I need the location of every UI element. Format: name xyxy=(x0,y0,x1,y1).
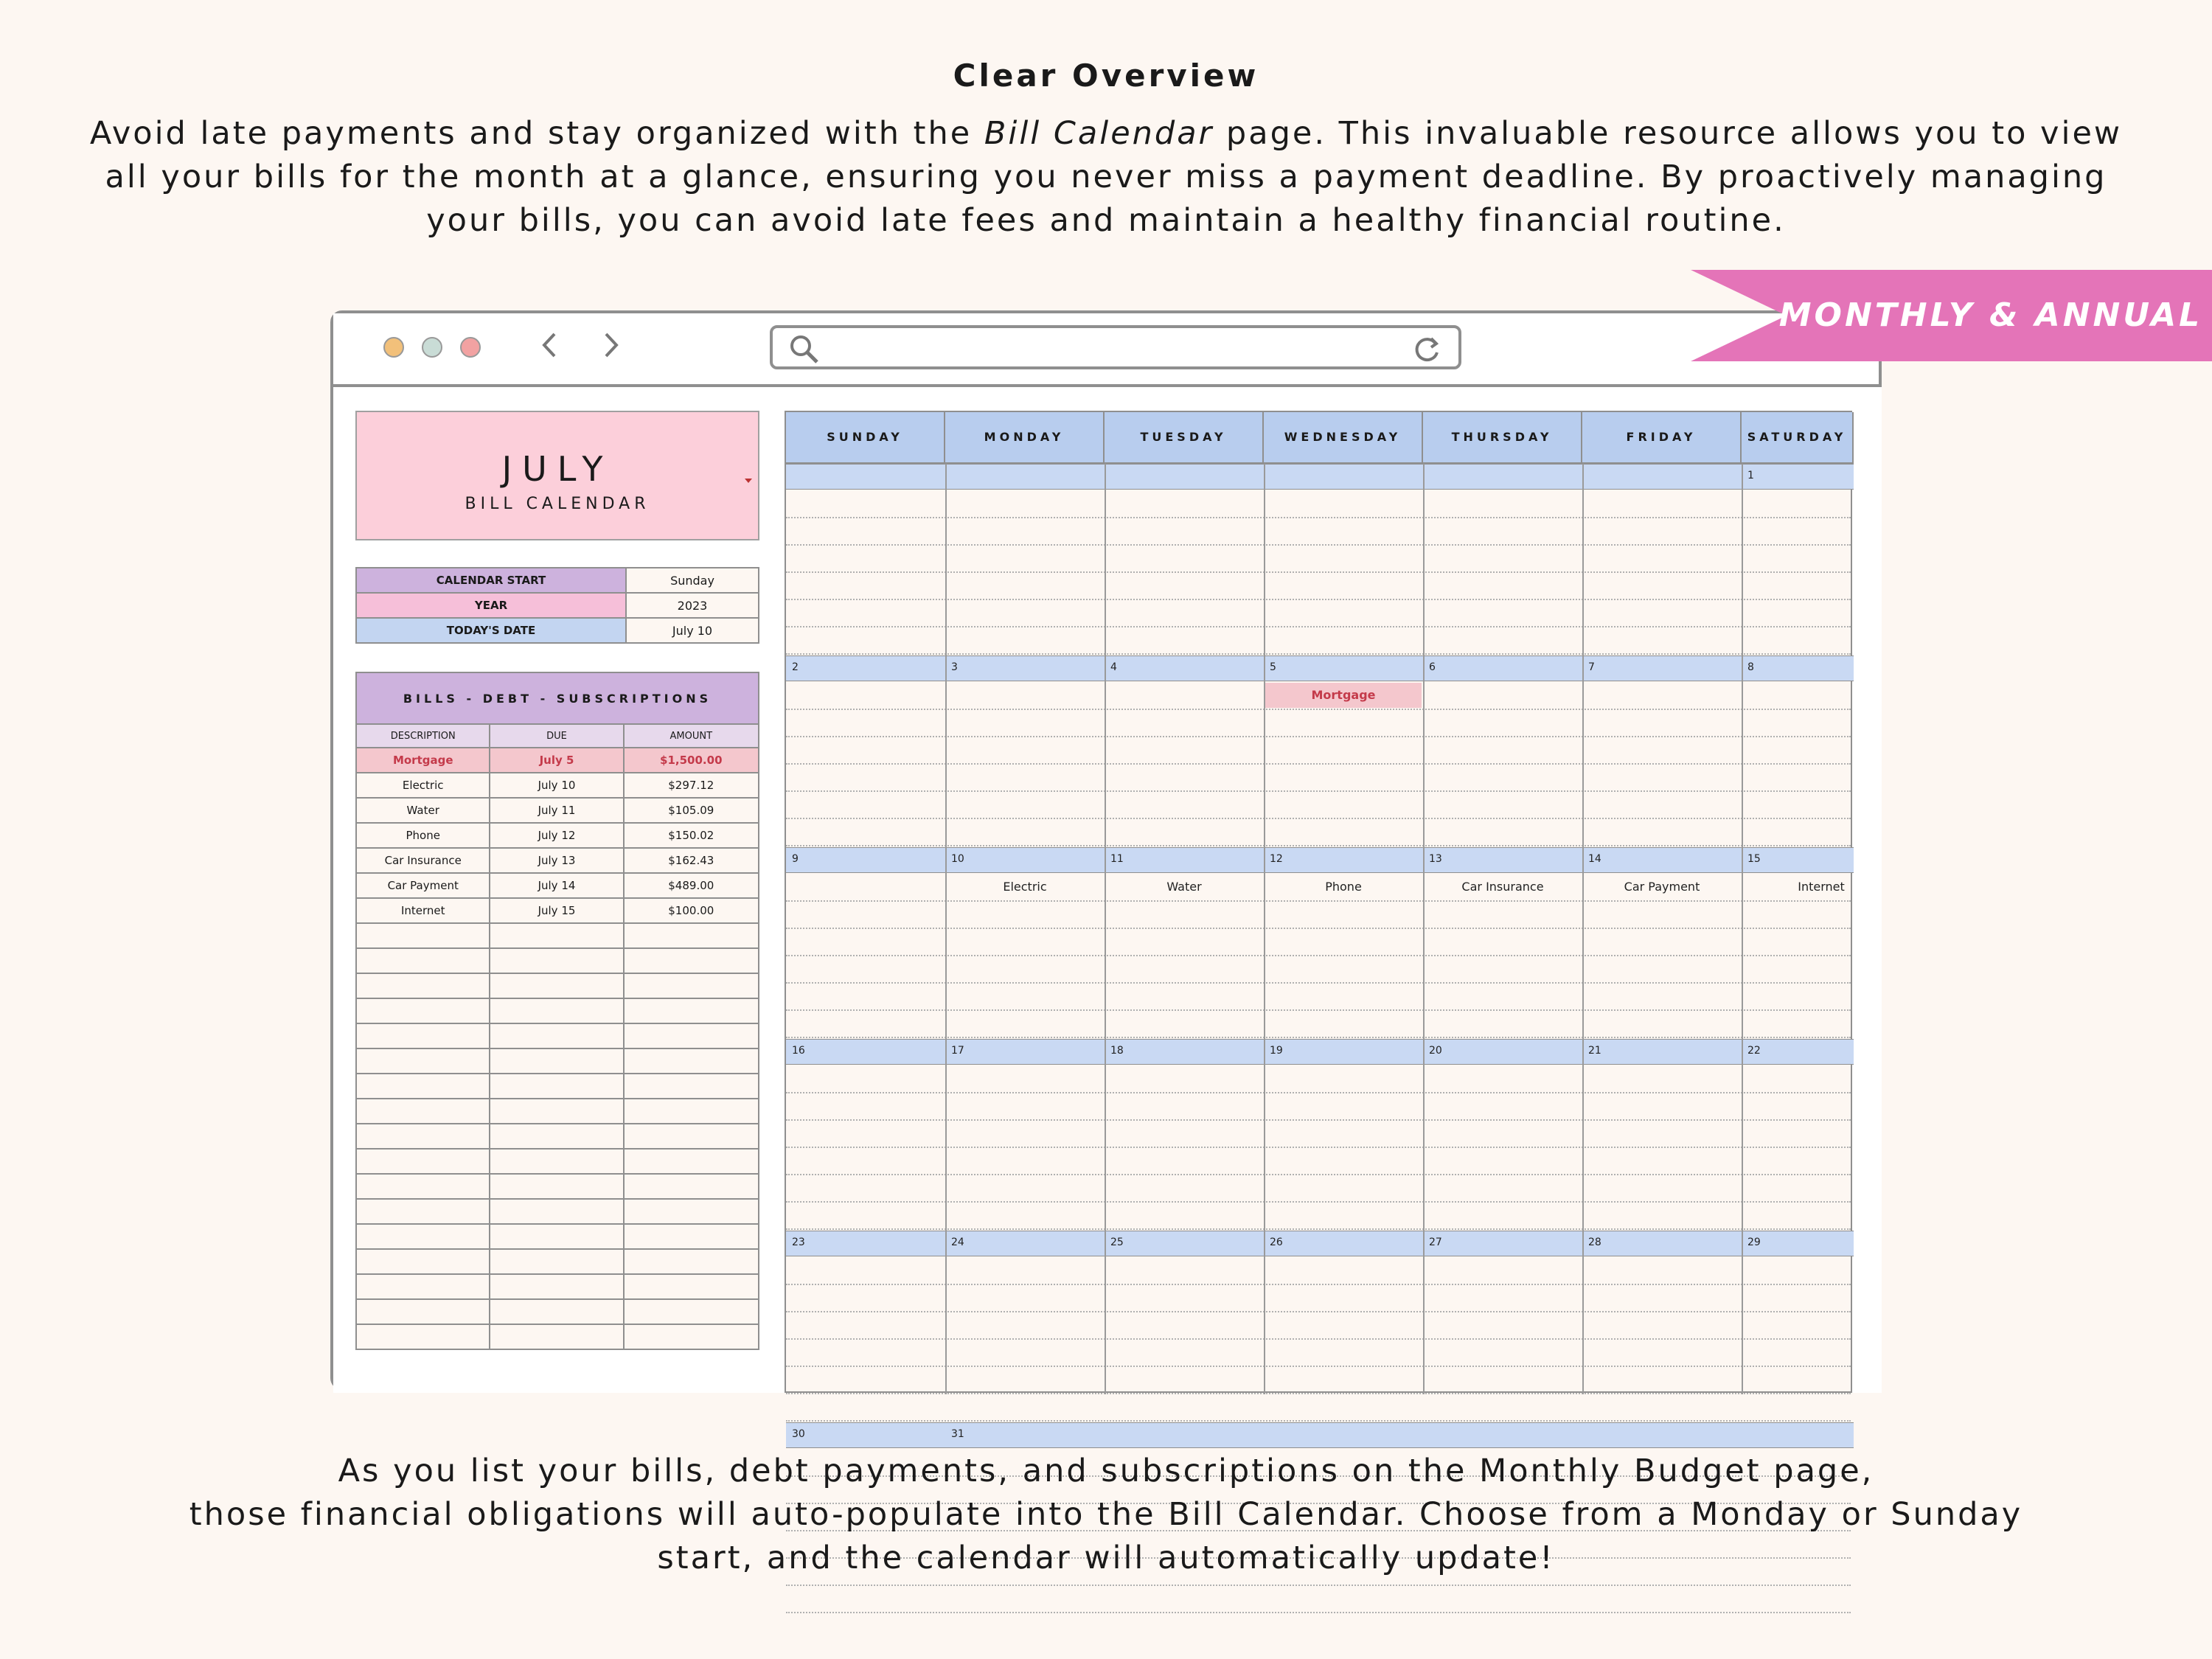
bill-desc-cell[interactable]: Water xyxy=(356,798,490,823)
window-dot-red[interactable] xyxy=(460,337,481,358)
bill-desc-cell[interactable] xyxy=(356,1249,490,1274)
bill-amount-cell[interactable]: $105.09 xyxy=(624,798,759,823)
day-number: 29 xyxy=(1747,1237,1761,1248)
column-divider xyxy=(1423,464,1425,1394)
settings-value[interactable]: 2023 xyxy=(626,593,759,618)
day-number: 20 xyxy=(1429,1045,1442,1057)
footer-line-3: start, and the calendar will automatically update! xyxy=(657,1540,1555,1576)
intro-paragraph xyxy=(74,112,2138,243)
bill-amount-cell[interactable]: $489.00 xyxy=(624,873,759,898)
day-number: 5 xyxy=(1270,661,1276,673)
bill-amount-cell[interactable] xyxy=(624,1324,759,1349)
slot-divider xyxy=(786,1420,1851,1422)
intro-text-italic: Bill Calendar xyxy=(984,115,1214,152)
day-number: 12 xyxy=(1270,853,1283,865)
chevron-left-icon[interactable] xyxy=(538,327,560,372)
bill-due-cell[interactable] xyxy=(490,1074,623,1099)
bill-desc-cell[interactable] xyxy=(356,1174,490,1199)
bill-desc-cell[interactable] xyxy=(356,1074,490,1099)
bill-due-cell[interactable]: July 15 xyxy=(490,898,623,923)
bill-amount-cell[interactable]: $1,500.00 xyxy=(624,748,759,773)
bill-due-cell[interactable] xyxy=(490,1023,623,1048)
search-icon xyxy=(787,333,821,369)
table-row xyxy=(356,973,759,998)
table-row xyxy=(356,848,759,873)
bill-desc-cell[interactable] xyxy=(356,1023,490,1048)
bill-due-cell[interactable] xyxy=(490,1199,623,1224)
bill-amount-cell[interactable]: $100.00 xyxy=(624,898,759,923)
bill-due-cell[interactable] xyxy=(490,1124,623,1149)
day-header: THURSDAY xyxy=(1423,412,1582,464)
month-header xyxy=(355,411,759,540)
bill-desc-cell[interactable] xyxy=(356,948,490,973)
table-row xyxy=(356,1124,759,1149)
bill-desc-cell[interactable] xyxy=(356,1274,490,1299)
column-divider xyxy=(945,464,947,1394)
table-row xyxy=(356,1099,759,1124)
bill-desc-cell[interactable]: Car Insurance xyxy=(356,848,490,873)
table-row xyxy=(356,1149,759,1174)
day-number: 11 xyxy=(1110,853,1124,865)
page-heading: Clear Overview xyxy=(953,58,1259,94)
bill-due-cell[interactable] xyxy=(490,1099,623,1124)
day-number: 14 xyxy=(1588,853,1601,865)
day-number: 18 xyxy=(1110,1045,1124,1057)
day-number: 15 xyxy=(1747,853,1761,865)
bill-desc-cell[interactable] xyxy=(356,1048,490,1074)
bill-desc-cell[interactable] xyxy=(356,1299,490,1324)
table-row xyxy=(356,1299,759,1324)
day-number: 21 xyxy=(1588,1045,1601,1057)
chevron-right-icon[interactable] xyxy=(600,327,622,372)
day-number: 13 xyxy=(1429,853,1442,865)
bill-due-cell[interactable] xyxy=(490,948,623,973)
bill-amount-cell[interactable] xyxy=(624,1299,759,1324)
day-header: TUESDAY xyxy=(1105,412,1264,464)
day-header: MONDAY xyxy=(945,412,1105,464)
bill-desc-cell[interactable]: Phone xyxy=(356,823,490,848)
bill-due-cell[interactable] xyxy=(490,1224,623,1249)
table-row xyxy=(356,948,759,973)
table-row xyxy=(356,1199,759,1224)
table-row xyxy=(356,748,759,773)
settings-label: TODAY'S DATE xyxy=(356,618,626,643)
settings-value[interactable]: July 10 xyxy=(626,618,759,643)
browser-window xyxy=(330,310,1882,1440)
month-title: JULY xyxy=(501,449,613,489)
footer-line-1: As you list your bills, debt payments, and subscriptions on the Monthly Budget page, xyxy=(338,1453,1874,1489)
day-number: 4 xyxy=(1110,661,1117,673)
bill-amount-cell[interactable] xyxy=(624,998,759,1023)
bill-desc-cell[interactable] xyxy=(356,1324,490,1349)
calendar-bill-entry[interactable]: Internet xyxy=(1798,880,1845,894)
table-row xyxy=(356,1249,759,1274)
day-number: 8 xyxy=(1747,661,1754,673)
table-row xyxy=(356,1224,759,1249)
bill-due-cell[interactable] xyxy=(490,1299,623,1324)
bills-column-header: DUE xyxy=(490,724,623,748)
table-row xyxy=(356,1048,759,1074)
bill-desc-cell[interactable]: Mortgage xyxy=(356,748,490,773)
bill-due-cell[interactable]: July 11 xyxy=(490,798,623,823)
bill-amount-cell[interactable] xyxy=(624,923,759,948)
bill-due-cell[interactable]: July 12 xyxy=(490,823,623,848)
day-number: 9 xyxy=(792,853,799,865)
intro-text-start: Avoid late payments and stay organized with the xyxy=(89,115,984,152)
bill-amount-cell[interactable] xyxy=(624,948,759,973)
bill-amount-cell[interactable]: $162.43 xyxy=(624,848,759,873)
bill-due-cell[interactable] xyxy=(490,973,623,998)
day-header: WEDNESDAY xyxy=(1264,412,1423,464)
table-row xyxy=(356,998,759,1023)
day-number: 24 xyxy=(951,1237,964,1248)
bill-due-cell[interactable] xyxy=(490,1048,623,1074)
day-header: SATURDAY xyxy=(1742,412,1854,464)
intro-text-end: page. This invaluable resource allows you to view all your bills for the month at a glance, ensuring you never miss a payment deadline. By proactively managing your bills, you can avoid late fees and maintain a healthy financial routine. xyxy=(105,115,2123,239)
table-row xyxy=(356,798,759,823)
bills-column-header: DESCRIPTION xyxy=(356,724,490,748)
table-row xyxy=(356,898,759,923)
day-number: 25 xyxy=(1110,1237,1124,1248)
calendar-bill-entry[interactable]: Car Insurance xyxy=(1461,880,1544,894)
settings-table xyxy=(355,567,759,644)
bill-due-cell[interactable] xyxy=(490,1149,623,1174)
settings-row xyxy=(356,593,759,618)
bill-amount-cell[interactable] xyxy=(624,1224,759,1249)
bill-desc-cell[interactable] xyxy=(356,1124,490,1149)
browser-toolbar xyxy=(333,313,1879,387)
bill-due-cell[interactable]: July 5 xyxy=(490,748,623,773)
spreadsheet-area xyxy=(333,387,1882,1440)
bill-due-cell[interactable] xyxy=(490,923,623,948)
day-header: FRIDAY xyxy=(1582,412,1742,464)
table-row xyxy=(356,1074,759,1099)
bill-calendar xyxy=(785,411,1852,1440)
day-number: 31 xyxy=(951,1428,964,1440)
bills-header-row xyxy=(356,724,759,748)
bill-due-cell[interactable] xyxy=(490,1274,623,1299)
window-dot-green[interactable] xyxy=(422,337,442,358)
bill-amount-cell[interactable]: $150.02 xyxy=(624,823,759,848)
bill-amount-cell[interactable] xyxy=(624,1124,759,1149)
settings-label: YEAR xyxy=(356,593,626,618)
day-number: 7 xyxy=(1588,661,1595,673)
table-row xyxy=(356,773,759,798)
bills-table xyxy=(355,723,759,1350)
column-divider xyxy=(1582,464,1584,1394)
address-bar[interactable] xyxy=(770,325,1461,369)
bill-desc-cell[interactable] xyxy=(356,923,490,948)
day-number: 27 xyxy=(1429,1237,1442,1248)
bill-due-cell[interactable]: July 13 xyxy=(490,848,623,873)
day-number: 19 xyxy=(1270,1045,1283,1057)
day-number: 23 xyxy=(792,1237,805,1248)
day-number: 28 xyxy=(1588,1237,1601,1248)
ribbon-label: MONTHLY & ANNUAL xyxy=(1778,296,2203,334)
bill-desc-cell[interactable]: Internet xyxy=(356,898,490,923)
calendar-bill-entry[interactable]: Phone xyxy=(1325,880,1362,894)
bill-desc-cell[interactable] xyxy=(356,973,490,998)
bill-due-cell[interactable] xyxy=(490,1324,623,1349)
week-number-row xyxy=(786,1422,1854,1448)
calendar-bill-entry[interactable]: Water xyxy=(1166,880,1202,894)
bill-desc-cell[interactable] xyxy=(356,998,490,1023)
bill-amount-cell[interactable] xyxy=(624,1174,759,1199)
bill-desc-cell[interactable] xyxy=(356,1099,490,1124)
column-divider xyxy=(1742,464,1743,1394)
reload-icon[interactable] xyxy=(1411,333,1442,369)
bill-amount-cell[interactable] xyxy=(624,1048,759,1074)
day-number: 3 xyxy=(951,661,958,673)
day-number: 22 xyxy=(1747,1045,1761,1057)
bill-amount-cell[interactable] xyxy=(624,1099,759,1124)
slot-divider xyxy=(786,1612,1851,1613)
settings-value[interactable]: Sunday xyxy=(626,568,759,593)
day-number: 1 xyxy=(1747,470,1754,481)
day-number: 2 xyxy=(792,661,799,673)
bill-amount-cell[interactable] xyxy=(624,1074,759,1099)
bill-desc-cell[interactable]: Electric xyxy=(356,773,490,798)
dropdown-arrow-icon[interactable] xyxy=(745,479,752,483)
bill-amount-cell[interactable] xyxy=(624,1149,759,1174)
day-number: 10 xyxy=(951,853,964,865)
bill-due-cell[interactable]: July 10 xyxy=(490,773,623,798)
table-row xyxy=(356,1324,759,1349)
day-number: 6 xyxy=(1429,661,1436,673)
day-number: 30 xyxy=(792,1428,805,1440)
settings-row xyxy=(356,618,759,643)
bill-due-cell[interactable] xyxy=(490,1249,623,1274)
bill-amount-cell[interactable] xyxy=(624,973,759,998)
calendar-bill-entry[interactable]: Electric xyxy=(1003,880,1047,894)
bill-amount-cell[interactable] xyxy=(624,1274,759,1299)
day-number: 26 xyxy=(1270,1237,1283,1248)
bill-due-cell[interactable]: July 14 xyxy=(490,873,623,898)
calendar-bill-entry[interactable]: Car Payment xyxy=(1624,880,1700,894)
table-row xyxy=(356,923,759,948)
bill-due-cell[interactable] xyxy=(490,1174,623,1199)
bills-column-header: AMOUNT xyxy=(624,724,759,748)
footer-line-2: those financial obligations will auto-populate into the Bill Calendar. Choose from a Monday or Sunday xyxy=(189,1496,2023,1533)
table-row xyxy=(356,1274,759,1299)
day-number: 17 xyxy=(951,1045,964,1057)
bill-amount-cell[interactable] xyxy=(624,1023,759,1048)
bill-desc-cell[interactable] xyxy=(356,1149,490,1174)
window-dot-yellow[interactable] xyxy=(383,337,404,358)
bill-due-cell[interactable] xyxy=(490,998,623,1023)
table-row xyxy=(356,1174,759,1199)
settings-row xyxy=(356,568,759,593)
bill-desc-cell[interactable] xyxy=(356,1224,490,1249)
bill-desc-cell[interactable] xyxy=(356,1199,490,1224)
bill-desc-cell[interactable]: Car Payment xyxy=(356,873,490,898)
table-row xyxy=(356,1023,759,1048)
day-header: SUNDAY xyxy=(786,412,945,464)
calendar-bill-entry[interactable]: Mortgage xyxy=(1265,683,1422,708)
column-divider xyxy=(1105,464,1106,1394)
table-row xyxy=(356,873,759,898)
settings-label: CALENDAR START xyxy=(356,568,626,593)
bills-title: BILLS - DEBT - SUBSCRIPTIONS xyxy=(355,672,759,725)
column-divider xyxy=(1264,464,1265,1394)
slot-divider xyxy=(786,1585,1851,1586)
table-row xyxy=(356,823,759,848)
bill-amount-cell[interactable]: $297.12 xyxy=(624,773,759,798)
bill-amount-cell[interactable] xyxy=(624,1249,759,1274)
bill-amount-cell[interactable] xyxy=(624,1199,759,1224)
month-subtitle: BILL CALENDAR xyxy=(465,495,650,513)
day-number: 16 xyxy=(792,1045,805,1057)
footer-paragraph xyxy=(74,1450,2138,1580)
